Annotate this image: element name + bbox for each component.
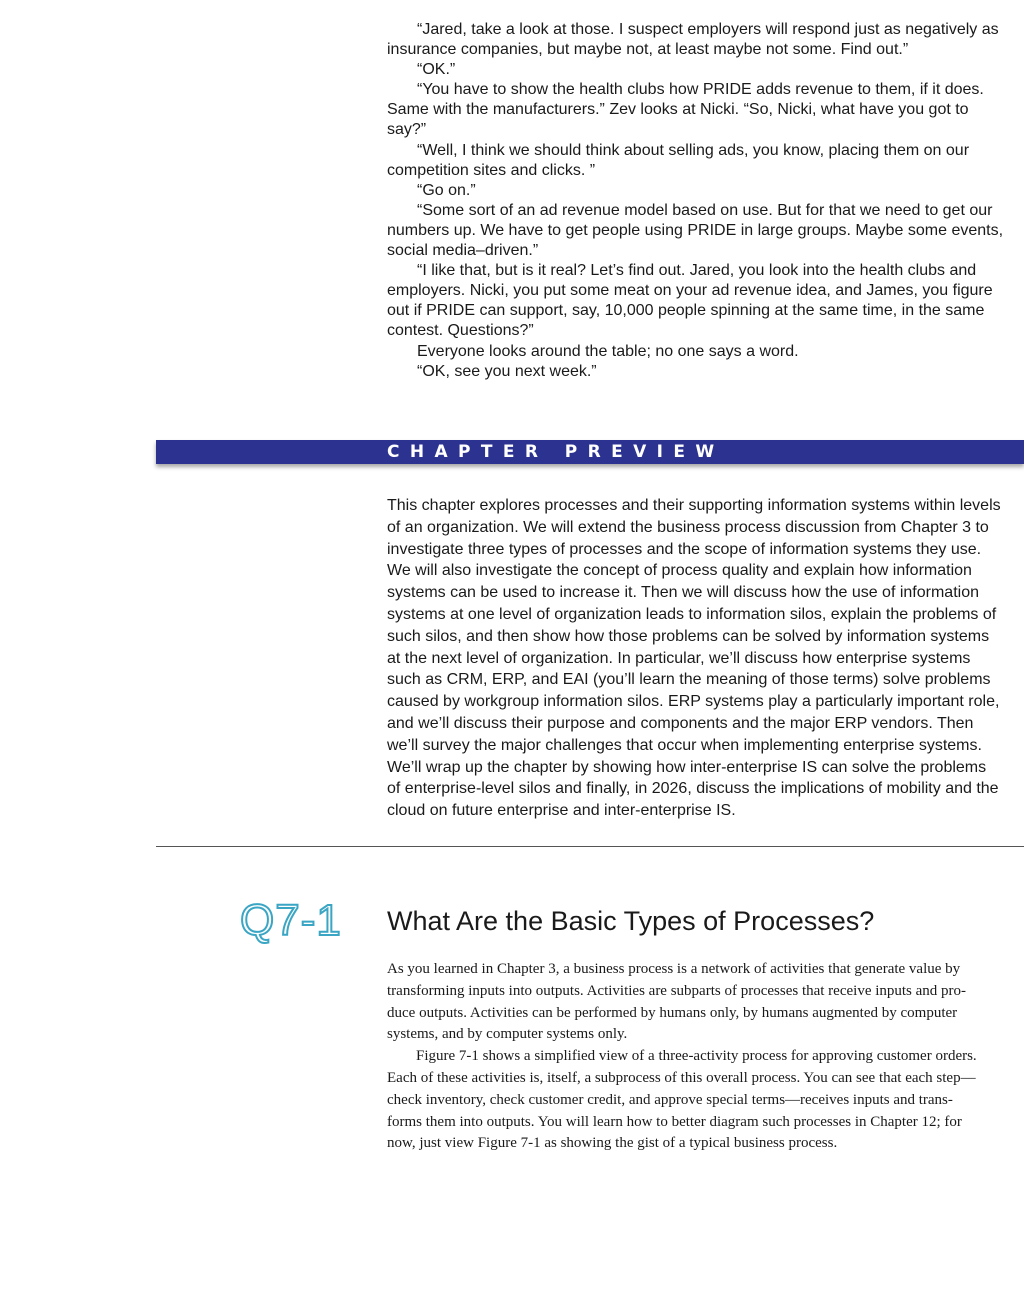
body-line: duce outputs. Activities can be performed by humans only, by humans augmented by computer [387, 1004, 958, 1021]
section-divider [156, 846, 1024, 847]
preview-line: such silos, and then show how those problems can be solved by information systems [387, 627, 990, 645]
body-line: check inventory, check customer credit, and approve special terms—receives inputs and trans- [387, 1091, 953, 1108]
dialogue-line: contest. Questions?” [387, 322, 534, 340]
preview-line: and we’ll discuss their purpose and components and the major ERP vendors. Then [387, 714, 974, 732]
dialogue-line: “Well, I think we should think about selling ads, you know, placing them on our [417, 141, 970, 159]
chapter-preview-text [387, 495, 1024, 822]
body-line: Each of these activities is, itself, a subprocess of this overall process. You can see that each step— [387, 1069, 976, 1086]
dialogue-line: “OK.” [417, 61, 456, 79]
dialogue-line: Everyone looks around the table; no one says a word. [417, 342, 799, 360]
preview-line: such as CRM, ERP, and EAI (you’ll learn the meaning of those terms) solve problems [387, 671, 991, 689]
preview-line: systems can be used to increase it. Then we will discuss how the use of information [387, 584, 979, 602]
body-line: now, just view Figure 7-1 as showing the gist of a typical business process. [387, 1135, 838, 1152]
preview-line: investigate three types of processes and the scope of information systems they use. [387, 540, 982, 558]
dialogue-line: “You have to show the health clubs how PRIDE adds revenue to them, if it does. [417, 81, 984, 99]
dialogue-line: insurance companies, but maybe not, at least maybe not some. Find out.” [387, 41, 909, 59]
section-body-text [387, 959, 1024, 1155]
body-line: forms them into outputs. You will learn how to better diagram such processes in Chapter 12; for [387, 1113, 962, 1130]
dialogue-passage [387, 20, 1024, 382]
dialogue-line: say?” [387, 121, 427, 139]
preview-line: systems at one level of organization leads to information silos, explain the problems of [387, 605, 997, 623]
dialogue-line: “Go on.” [417, 181, 476, 199]
chapter-preview-title: CHAPTER PREVIEW [387, 442, 725, 462]
dialogue-line: employers. Nicki, you put some meat on your ad revenue idea, and James, you figure [387, 282, 993, 300]
preview-line: we’ll survey the major challenges that occur when implementing enterprise systems. [387, 736, 982, 754]
body-line: As you learned in Chapter 3, a business process is a network of activities that generate value by [387, 961, 961, 977]
preview-line: This chapter explores processes and their supporting information systems within levels [387, 497, 1001, 514]
body-line: transforming inputs into outputs. Activities are subparts of processes that receive inputs and pro- [387, 982, 967, 999]
body-line: systems, and by computer systems only. [387, 1026, 628, 1043]
preview-line: cloud on future enterprise and inter-enterprise IS. [387, 802, 736, 820]
dialogue-line: “Jared, take a look at those. I suspect employers will respond just as negatively as [417, 21, 999, 38]
dialogue-line: “Some sort of an ad revenue model based on use. But for that we need to get our [417, 201, 993, 219]
dialogue-line: social media–driven.” [387, 242, 539, 260]
section-heading: What Are the Basic Types of Processes? [387, 906, 875, 936]
preview-line: of an organization. We will extend the business process discussion from Chapter 3 to [387, 518, 989, 536]
dialogue-line: numbers up. We have to get people using PRIDE in large groups. Maybe some events, [387, 221, 1004, 239]
dialogue-line: “I like that, but is it real? Let’s find out. Jared, you look into the health clubs and [417, 262, 977, 280]
dialogue-line: “OK, see you next week.” [417, 362, 597, 380]
question-label: Q7-1 [240, 896, 342, 945]
preview-line: at the next level of organization. In particular, we’ll discuss how enterprise systems [387, 649, 971, 667]
preview-line: caused by workgroup information silos. ERP systems play a particularly important role, [387, 693, 1000, 711]
body-line: Figure 7-1 shows a simplified view of a three-activity process for approving customer orders. [416, 1048, 977, 1065]
dialogue-line: out if PRIDE can support, say, 10,000 people spinning at the same time, in the same [387, 302, 985, 320]
chapter-preview-banner [156, 440, 1024, 464]
dialogue-line: Same with the manufacturers.” Zev looks at Nicki. “So, Nicki, what have you got to [387, 101, 969, 119]
preview-line: We’ll wrap up the chapter by showing how inter-enterprise IS can solve the problems [387, 758, 987, 776]
preview-line: of enterprise-level silos and finally, in 2026, discuss the implications of mobility and the [387, 780, 999, 798]
dialogue-line: competition sites and clicks. ” [387, 161, 596, 179]
preview-line: We will also investigate the concept of process quality and explain how information [387, 562, 972, 580]
